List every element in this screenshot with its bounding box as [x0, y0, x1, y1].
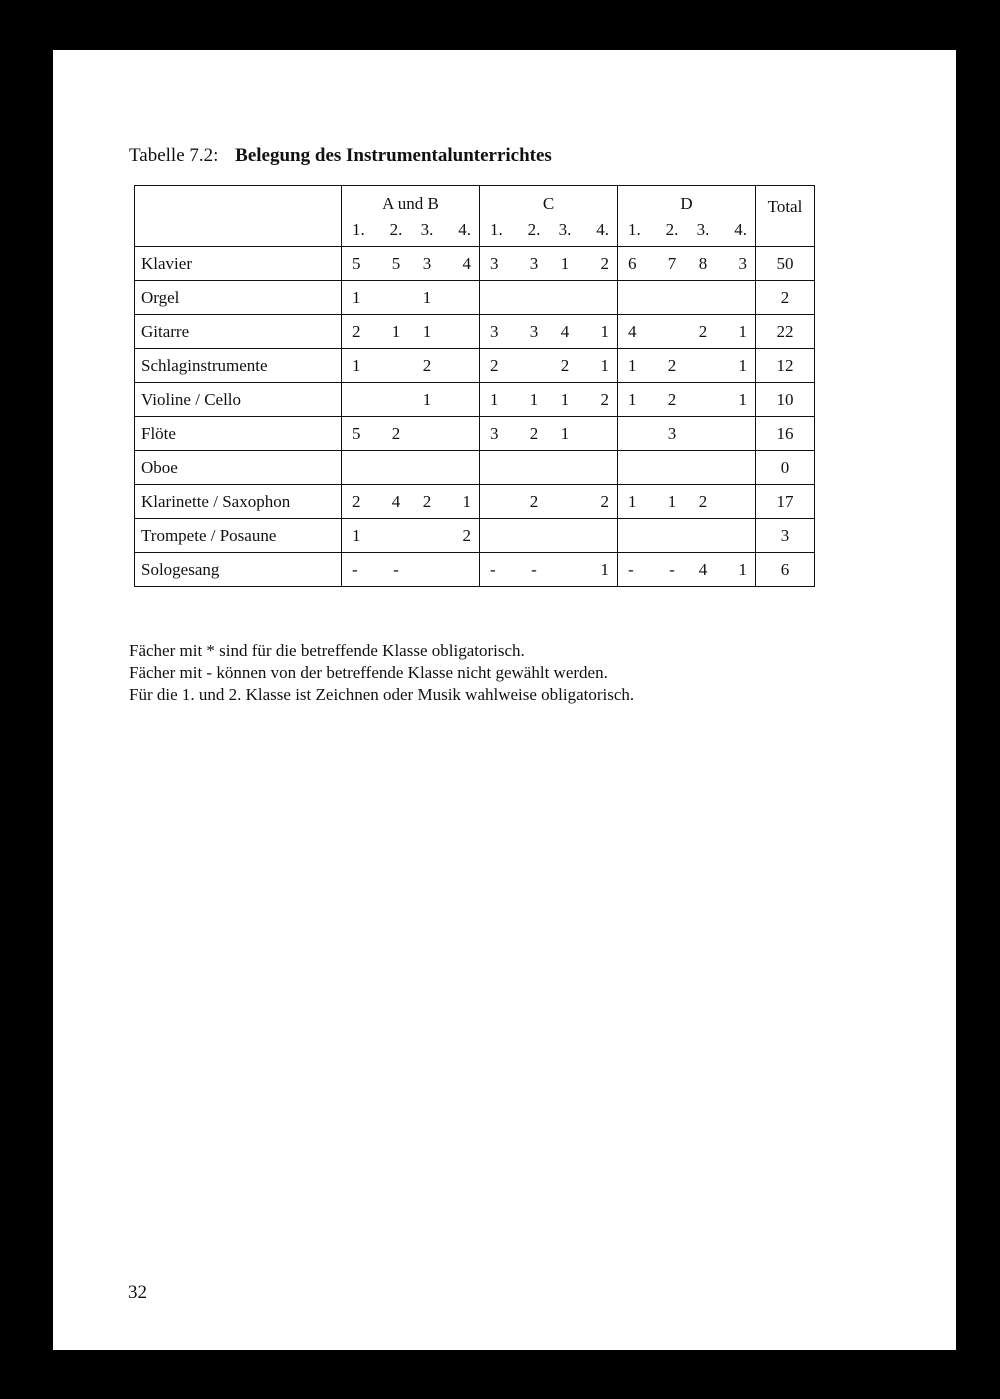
total-value: 0 [756, 451, 815, 485]
count-value: 2 [600, 253, 609, 273]
total-value: 50 [756, 247, 815, 281]
count-value: 1 [422, 287, 432, 307]
count-value: 2 [667, 355, 677, 375]
group-cell-a [342, 451, 480, 485]
count-value: 5 [352, 253, 361, 273]
count-value: 2 [422, 491, 432, 511]
group-cell-d [618, 519, 756, 553]
count-value [690, 424, 716, 444]
count-value [414, 424, 440, 444]
count-value: 2 [600, 491, 609, 511]
group-cell-c [480, 247, 618, 281]
grade-label: 1. [628, 220, 641, 239]
count-value: 1 [422, 321, 432, 341]
group-cell-c [480, 383, 618, 417]
count-value: 2 [422, 355, 432, 375]
group-cell-c [480, 417, 618, 451]
count-value: 2 [698, 321, 708, 341]
count-value: 1 [738, 559, 747, 579]
table-row [135, 349, 815, 383]
count-value [352, 390, 378, 410]
group-header-d [618, 186, 756, 247]
instrument-label: Schlaginstrumente [135, 349, 342, 383]
count-value: 1 [628, 491, 637, 511]
table-row [135, 315, 815, 349]
footnote: Für die 1. und 2. Klasse ist Zeichnen oder Musik wahlweise obligatorisch. [129, 685, 635, 704]
group-cell-c [480, 281, 618, 315]
count-value: 5 [391, 253, 401, 273]
total-value: 22 [756, 315, 815, 349]
count-value: 1 [490, 389, 499, 409]
total-value: 10 [756, 383, 815, 417]
count-value [414, 560, 440, 580]
group-header-c [480, 186, 618, 247]
table-row [135, 485, 815, 519]
count-value [445, 322, 471, 342]
instrument-label: Klarinette / Saxophon [135, 485, 342, 519]
count-value: 7 [667, 253, 677, 273]
count-value: - [531, 559, 537, 579]
count-value: 3 [529, 321, 539, 341]
group-cell-c [480, 349, 618, 383]
count-value: 3 [490, 253, 499, 273]
group-cell-c [480, 519, 618, 553]
group-cell-d [618, 349, 756, 383]
group-cell-c [480, 315, 618, 349]
caption-title: Belegung des Instrumentalunterrichtes [235, 145, 552, 166]
count-value: 3 [422, 253, 432, 273]
table-row [135, 417, 815, 451]
count-value: 1 [600, 355, 609, 375]
group-cell-a [342, 417, 480, 451]
count-value: 2 [698, 491, 708, 511]
count-value: 3 [490, 423, 499, 443]
instrument-label: Gitarre [135, 315, 342, 349]
count-value: 1 [628, 389, 637, 409]
count-value: 3 [490, 321, 499, 341]
count-value: 4 [628, 321, 637, 341]
grade-label: 3. [420, 220, 434, 239]
count-value: 4 [698, 559, 708, 579]
count-value [628, 424, 654, 444]
count-value [721, 492, 747, 512]
instrument-label: Klavier [135, 247, 342, 281]
count-value [721, 424, 747, 444]
count-value: 1 [352, 287, 361, 307]
count-value: 4 [391, 491, 401, 511]
count-value [383, 526, 409, 546]
total-header [756, 186, 815, 247]
group-header-a [342, 186, 480, 247]
group-cell-a [342, 485, 480, 519]
group-cell-d [618, 247, 756, 281]
count-value: 2 [391, 423, 401, 443]
caption-label: Tabelle 7.2: [129, 145, 219, 166]
count-value: 1 [560, 253, 570, 273]
group-cell-d [618, 281, 756, 315]
count-value [445, 390, 471, 410]
count-value [445, 560, 471, 580]
count-value: 2 [600, 389, 609, 409]
count-value: 1 [352, 355, 361, 375]
grade-label: 4. [596, 220, 609, 239]
group-name: D [680, 194, 693, 213]
count-value: 1 [560, 423, 570, 443]
count-value [445, 424, 471, 444]
total-value: 12 [756, 349, 815, 383]
count-value: 1 [628, 355, 637, 375]
count-value: 4 [462, 253, 471, 273]
count-value [414, 526, 440, 546]
table-caption [129, 145, 552, 167]
count-value: 1 [560, 389, 570, 409]
table-header-row [135, 186, 815, 247]
grade-label: 3. [558, 220, 572, 239]
total-header-label: Total [767, 197, 803, 216]
count-value: 3 [738, 253, 747, 273]
group-cell-d [618, 417, 756, 451]
header-empty-cell [135, 186, 342, 247]
group-cell-c [480, 451, 618, 485]
count-value [690, 356, 716, 376]
count-value: - [669, 559, 675, 579]
document-page [53, 50, 956, 1350]
instrument-label: Oboe [135, 451, 342, 485]
count-value [659, 322, 685, 342]
footnotes [129, 640, 634, 706]
group-cell-c [480, 485, 618, 519]
footnote: Fächer mit - können von der betreffende Klasse nicht gewählt werden. [129, 663, 608, 682]
count-value [383, 288, 409, 308]
count-value [583, 424, 609, 444]
count-value: 1 [352, 525, 361, 545]
count-value: 2 [529, 423, 539, 443]
count-value [552, 560, 578, 580]
group-cell-a [342, 519, 480, 553]
count-value: 1 [600, 321, 609, 341]
count-value [690, 390, 716, 410]
instrument-label: Flöte [135, 417, 342, 451]
total-value: 6 [756, 553, 815, 587]
group-name: C [542, 194, 555, 213]
instrument-label: Violine / Cello [135, 383, 342, 417]
count-value: - [490, 559, 496, 579]
count-value: 6 [628, 253, 637, 273]
count-value: 2 [462, 525, 471, 545]
count-value: - [352, 559, 358, 579]
grade-label: 2. [527, 220, 541, 239]
count-value: 1 [738, 389, 747, 409]
instrument-label: Sologesang [135, 553, 342, 587]
group-cell-a [342, 383, 480, 417]
grade-label: 1. [352, 220, 365, 239]
group-cell-c [480, 553, 618, 587]
table-row [135, 519, 815, 553]
count-value [490, 492, 516, 512]
count-value: - [393, 559, 399, 579]
count-value: 3 [667, 423, 677, 443]
count-value: 1 [529, 389, 539, 409]
grade-label: 4. [458, 220, 471, 239]
group-cell-d [618, 485, 756, 519]
count-value [383, 390, 409, 410]
total-value: 17 [756, 485, 815, 519]
grade-label: 4. [734, 220, 747, 239]
group-cell-d [618, 383, 756, 417]
group-cell-d [618, 451, 756, 485]
table-row [135, 451, 815, 485]
count-value: 2 [667, 389, 677, 409]
instrument-table [134, 185, 815, 587]
footnote: Fächer mit * sind für die betreffende Klasse obligatorisch. [129, 641, 525, 660]
count-value: 1 [738, 355, 747, 375]
count-value: 2 [529, 491, 539, 511]
count-value: 1 [600, 559, 609, 579]
count-value: 2 [352, 491, 361, 511]
count-value [445, 356, 471, 376]
count-value: 1 [738, 321, 747, 341]
page-number: 32 [128, 1282, 147, 1303]
count-value: 5 [352, 423, 361, 443]
total-value: 16 [756, 417, 815, 451]
group-cell-d [618, 315, 756, 349]
group-cell-a [342, 315, 480, 349]
count-value: - [628, 559, 634, 579]
count-value: 4 [560, 321, 570, 341]
count-value: 2 [560, 355, 570, 375]
grade-label: 2. [665, 220, 679, 239]
group-cell-a [342, 349, 480, 383]
grade-label: 3. [696, 220, 710, 239]
count-value: 1 [391, 321, 401, 341]
total-value: 3 [756, 519, 815, 553]
grade-label: 1. [490, 220, 503, 239]
grade-label: 2. [389, 220, 403, 239]
count-value: 3 [529, 253, 539, 273]
table-row [135, 281, 815, 315]
count-value: 1 [667, 491, 677, 511]
count-value [445, 288, 471, 308]
count-value: 8 [698, 253, 708, 273]
group-cell-a [342, 553, 480, 587]
count-value [383, 356, 409, 376]
total-value: 2 [756, 281, 815, 315]
count-value: 2 [490, 355, 499, 375]
count-value: 1 [422, 389, 432, 409]
count-value: 2 [352, 321, 361, 341]
table-row [135, 553, 815, 587]
count-value [552, 492, 578, 512]
group-cell-d [618, 553, 756, 587]
table-row [135, 383, 815, 417]
count-value [521, 356, 547, 376]
instrument-label: Trompete / Posaune [135, 519, 342, 553]
group-name: A und B [382, 194, 439, 213]
table-row [135, 247, 815, 281]
group-cell-a [342, 247, 480, 281]
instrument-label: Orgel [135, 281, 342, 315]
group-cell-a [342, 281, 480, 315]
count-value: 1 [462, 491, 471, 511]
